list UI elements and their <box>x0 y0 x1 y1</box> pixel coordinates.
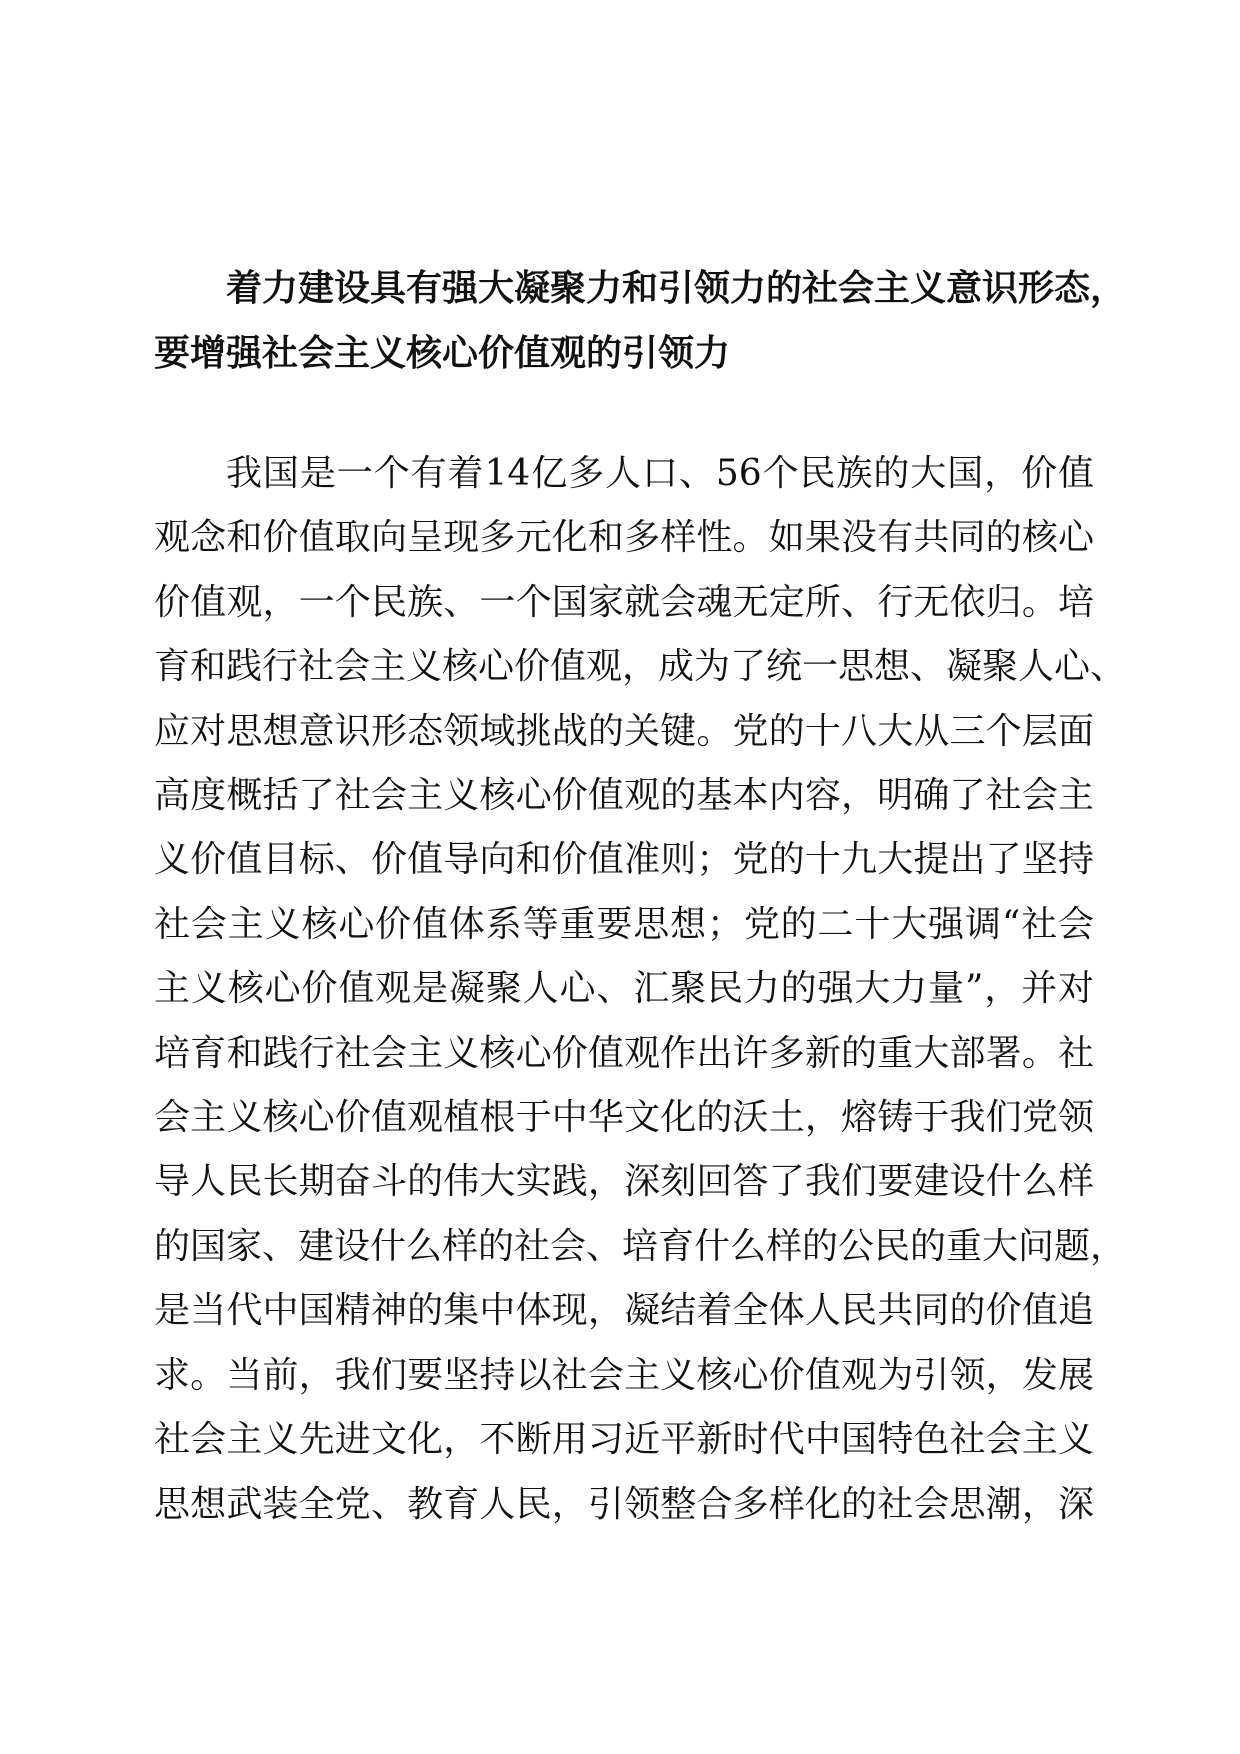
body-paragraph <box>154 442 1127 1537</box>
body-line: 会主义核心价值观植根于中华文化的沃土，熔铸于我们党领 <box>154 1097 1094 1139</box>
body-line: 育和践行社会主义核心价值观，成为了统一思想、凝聚人心、 <box>154 646 1127 688</box>
body-line: 是当代中国精神的集中体现，凝结着全体人民共同的价值追 <box>154 1290 1094 1332</box>
body-line: 的国家、建设什么样的社会、培育什么样的公民的重大问题， <box>154 1225 1127 1267</box>
body-line: 应对思想意识形态领域挑战的关键。党的十八大从三个层面 <box>154 710 1094 752</box>
body-line: 求。当前，我们要坚持以社会主义核心价值观为引领，发展 <box>154 1354 1094 1396</box>
body-line: 主义核心价值观是凝聚人心、汇聚民力的强大力量”，并对 <box>154 968 1094 1010</box>
body-line: 观念和价值取向呈现多元化和多样性。如果没有共同的核心 <box>154 517 1094 559</box>
body-line: 价值观，一个民族、一个国家就会魂无定所、行无依归。培 <box>154 581 1094 623</box>
body-line: 社会主义核心价值体系等重要思想；党的二十大强调“社会 <box>154 903 1094 945</box>
body-line: 导人民长期奋斗的伟大实践，深刻回答了我们要建设什么样 <box>154 1161 1094 1203</box>
title-line: 着力建设具有强大凝聚力和引领力的社会主义意识形态， <box>226 268 1127 309</box>
body-line: 社会主义先进文化，不断用习近平新时代中国特色社会主义 <box>154 1419 1094 1461</box>
body-line: 高度概括了社会主义核心价值观的基本内容，明确了社会主 <box>154 775 1094 817</box>
document-title <box>154 256 1127 386</box>
body-line: 培育和践行社会主义核心价值观作出许多新的重大部署。社 <box>154 1032 1094 1074</box>
title-line: 要增强社会主义核心价值观的引领力 <box>154 333 731 374</box>
body-line: 思想武装全党、教育人民，引领整合多样化的社会思潮，深 <box>154 1483 1094 1525</box>
body-line: 我国是一个有着14亿多人口、56个民族的大国，价值 <box>226 453 1094 494</box>
body-line: 义价值目标、价值导向和价值准则；党的十九大提出了坚持 <box>154 839 1094 881</box>
